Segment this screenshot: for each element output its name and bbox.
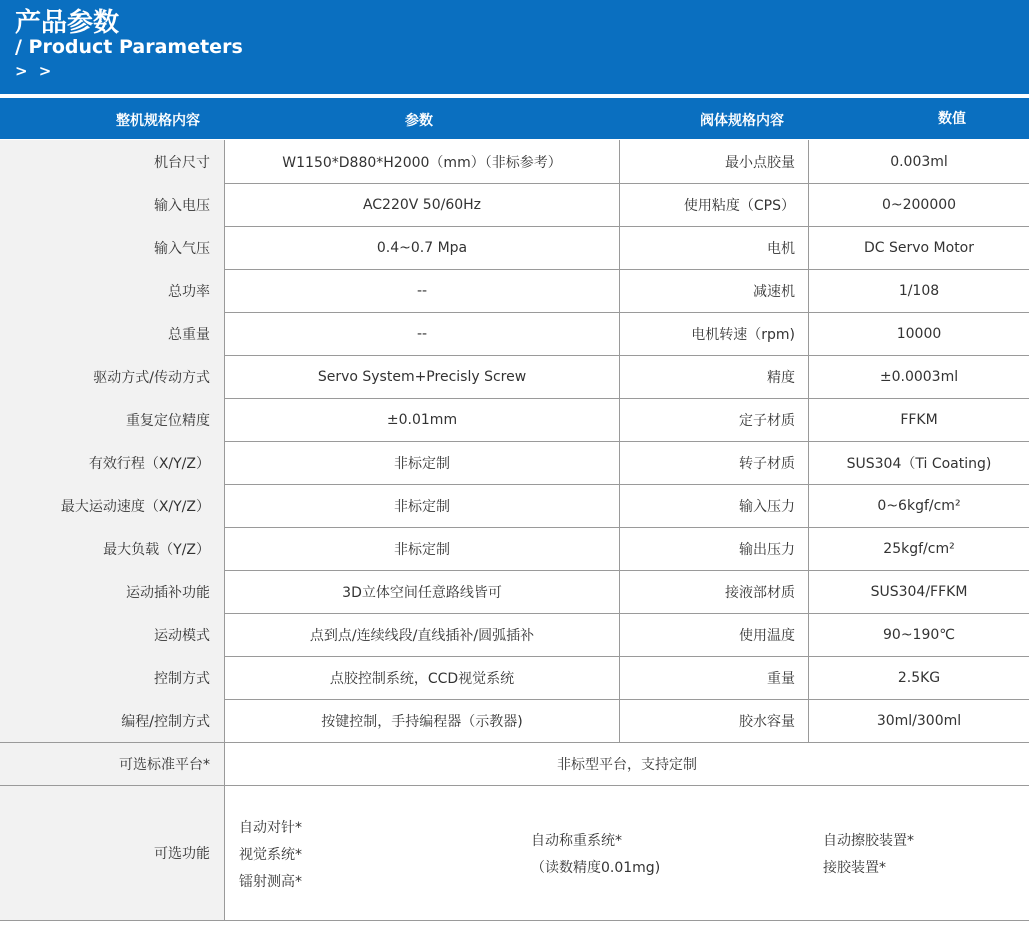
spec-param: 非标定制 (394, 498, 450, 515)
table-row (0, 527, 1029, 571)
table-row (0, 355, 1029, 399)
table-row (0, 226, 1029, 270)
optional-item: 镭射测高* (239, 874, 302, 890)
table-row (0, 656, 1029, 700)
spec-label: 输入电压 (154, 197, 210, 214)
table-bottom-border (0, 920, 1029, 921)
spec-param: -- (416, 325, 428, 342)
table-row (0, 570, 1029, 614)
valve-value: 0~6kgf/cm² (877, 497, 961, 514)
spec-param: Servo System+Precisly Screw (317, 368, 527, 385)
optional-col-2 (531, 828, 660, 882)
platform-label: 可选标准平台* (119, 757, 210, 773)
platform-value: 非标型平台，支持定制 (557, 757, 697, 773)
table-row (0, 269, 1029, 313)
spec-label: 总重量 (168, 326, 210, 343)
table-row-platform (0, 743, 1029, 786)
valve-label: 使用温度 (739, 627, 795, 644)
spec-param: 非标定制 (394, 541, 450, 558)
table-row (0, 699, 1029, 743)
column-header-valve-spec: 阀体规格内容 (700, 113, 784, 129)
spec-param: W1150*D880*H2000（mm）（非标参考） (282, 154, 562, 171)
spec-param: 点到点/连续线段/直线插补/圆弧插补 (309, 627, 535, 644)
spec-label: 总功率 (168, 283, 210, 300)
valve-value: FFKM (900, 411, 938, 428)
column-header-param: 参数 (405, 113, 433, 129)
spec-param: 3D立体空间任意路线皆可 (342, 584, 502, 601)
spec-param: 非标定制 (394, 455, 450, 472)
valve-value: 1/108 (898, 282, 940, 299)
page-title: 产品参数 (15, 8, 120, 38)
valve-label: 胶水容量 (739, 713, 795, 730)
table-row (0, 613, 1029, 657)
table-row (0, 140, 1029, 184)
valve-label: 精度 (767, 369, 795, 386)
spec-label: 机台尺寸 (154, 154, 210, 171)
table-row (0, 441, 1029, 485)
optional-label: 可选功能 (154, 846, 210, 862)
valve-label: 电机 (767, 240, 795, 257)
table-row (0, 398, 1029, 442)
page-header (0, 0, 1029, 94)
valve-label: 使用粘度（CPS） (683, 197, 795, 214)
valve-label: 定子材质 (739, 412, 795, 429)
table-header (0, 98, 1029, 139)
double-chevron-icon: > > (15, 62, 55, 80)
valve-label: 输出压力 (739, 541, 795, 558)
optional-col-3 (823, 828, 914, 882)
spec-label: 最大负载（Y/Z） (103, 541, 210, 558)
valve-value: SUS304/FFKM (870, 583, 968, 600)
optional-item: 接胶装置* (823, 860, 886, 876)
valve-value: ±0.0003ml (879, 368, 959, 385)
valve-value: SUS304（Ti Coating) (846, 455, 992, 472)
table-row (0, 484, 1029, 528)
valve-value: 2.5KG (897, 669, 941, 686)
spec-label: 最大运动速度（X/Y/Z） (60, 498, 210, 515)
spec-label: 运动模式 (154, 627, 210, 644)
table-row-optional (0, 786, 1029, 920)
spec-label: 重复定位精度 (126, 412, 210, 429)
spec-label: 编程/控制方式 (121, 713, 210, 730)
valve-label: 接液部材质 (725, 584, 795, 601)
valve-label: 电机转速（rpm) (691, 326, 795, 343)
spec-param: -- (416, 282, 428, 299)
optional-item: 自动对针* (239, 820, 302, 836)
valve-value: DC Servo Motor (863, 239, 975, 256)
valve-value: 90~190℃ (883, 626, 955, 643)
optional-item: （读数精度0.01mg) (531, 860, 661, 876)
table-row (0, 183, 1029, 227)
table-row (0, 312, 1029, 356)
valve-label: 转子材质 (739, 455, 795, 472)
valve-value: 0~200000 (881, 196, 957, 213)
column-header-value: 数值 (938, 111, 966, 127)
valve-label: 输入压力 (739, 498, 795, 515)
spec-param: 点胶控制系统，CCD视觉系统 (329, 670, 515, 687)
valve-label: 减速机 (753, 283, 795, 300)
spec-label: 驱动方式/传动方式 (93, 369, 210, 386)
spec-label: 运动插补功能 (126, 584, 210, 601)
spec-param: 0.4~0.7 Mpa (376, 239, 468, 256)
valve-value: 0.003ml (890, 153, 948, 170)
spec-label: 控制方式 (154, 670, 210, 687)
optional-item: 自动擦胶装置* (823, 833, 914, 849)
valve-value: 25kgf/cm² (883, 540, 955, 557)
spec-param: 按键控制，手持编程器（示教器) (321, 713, 523, 730)
valve-value: 10000 (896, 325, 942, 342)
valve-value: 30ml/300ml (876, 712, 962, 729)
page-subtitle: / Product Parameters (15, 36, 243, 58)
spec-param: ±0.01mm (386, 411, 458, 428)
spec-param: AC220V 50/60Hz (362, 196, 482, 213)
valve-label: 最小点胶量 (725, 154, 795, 171)
spec-label: 输入气压 (154, 240, 210, 257)
column-header-machine-spec: 整机规格内容 (116, 113, 200, 129)
optional-item: 自动称重系统* (531, 833, 622, 849)
optional-col-1 (239, 815, 302, 896)
valve-label: 重量 (767, 670, 795, 687)
optional-item: 视觉系统* (239, 847, 302, 863)
spec-label: 有效行程（X/Y/Z） (88, 455, 210, 472)
